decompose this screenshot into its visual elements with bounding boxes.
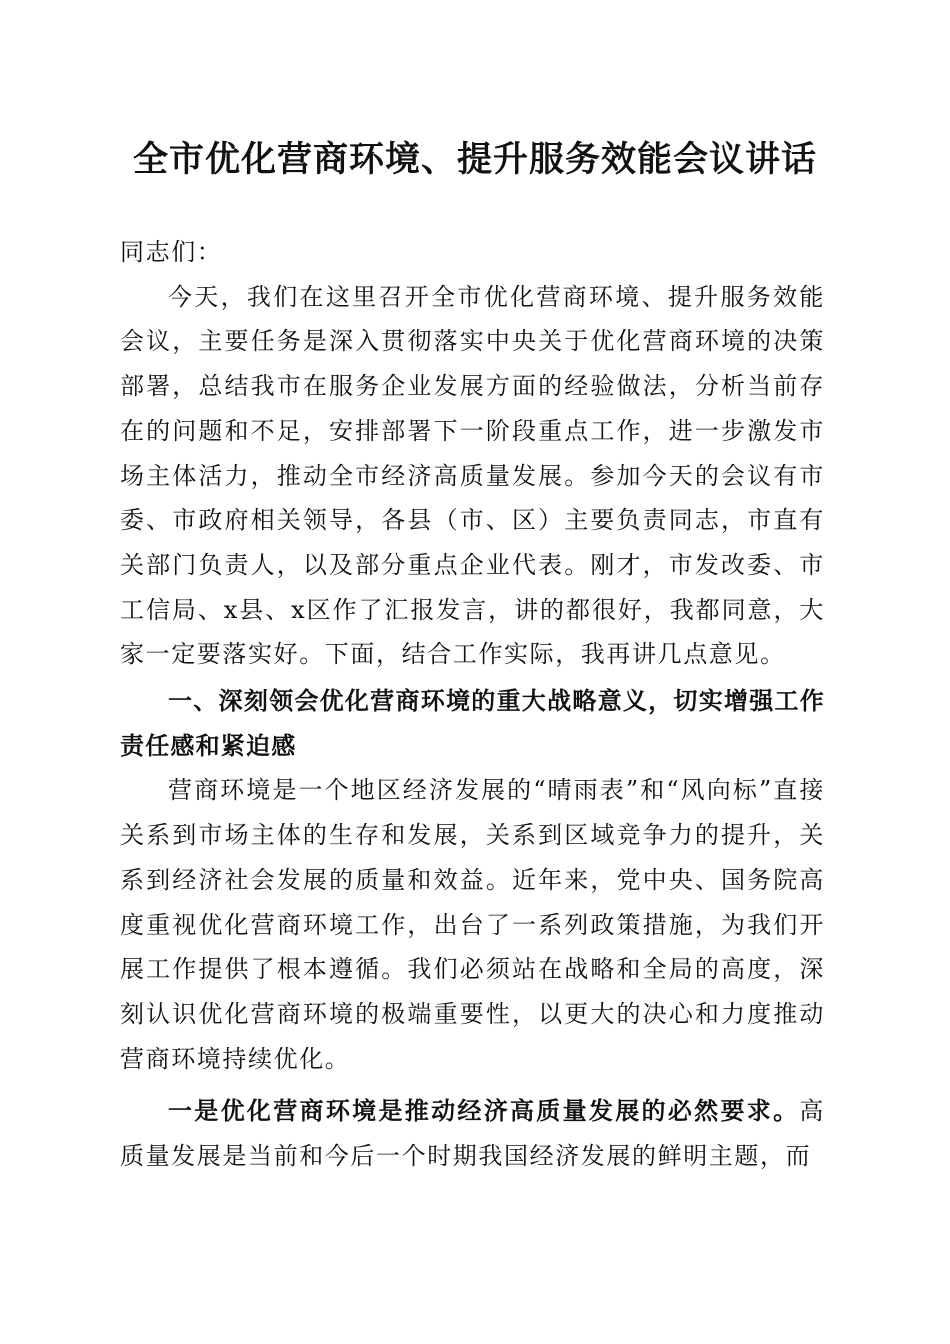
point-1-text: 高质量发展是当前和今后一个时期我国经济发展的鲜明主题，而	[120, 1097, 825, 1171]
paragraph-intro: 今天，我们在这里召开全市优化营商环境、提升服务效能会议，主要任务是深入贯彻落实中央关于优化营商环境的决策部署，总结我市在服务企业发展方面的经验做法，分析当前存在的问题和不足，安排部署下一阶段重点工作，进一步激发市场主体活力，推动全市经济高质量发展。参加今天的会议有市委、市政府相关领导，各县（市、区）主要负责同志，市直有关部门负责人，以及部分重点企业代表。刚才，市发改委、市工信局、x县、x区作了汇报发言，讲的都很好，我都同意，大家一定要落实好。下面，结合工作实际，我再讲几点意见。	[120, 282, 825, 669]
paragraph-point-1	[120, 1081, 825, 1178]
document-title: 全市优化营商环境、提升服务效能会议讲话	[132, 139, 817, 180]
section-heading-1: 一、深刻领会优化营商环境的重大战略意义，切实增强工作责任感和紧迫感	[120, 687, 825, 760]
salutation: 同志们：	[120, 238, 223, 266]
document-body	[120, 230, 825, 1179]
point-1-lead: 一是优化营商环境是推动经济高质量发展的必然要求。	[168, 1096, 800, 1126]
paragraph-section-1: 营商环境是一个地区经济发展的“晴雨表”和“风向标”直接关系到市场主体的生存和发展，关系到区域竞争力的提升，关系到经济社会发展的质量和效益。近年来，党中央、国务院高度重视优化营商环境工作，出台了一系列政策措施，为我们开展工作提供了根本遵循。我们必须站在战略和全局的高度，深刻认识优化营商环境的极端重要性，以更大的决心和力度推动营商环境持续优化。	[120, 776, 825, 1073]
